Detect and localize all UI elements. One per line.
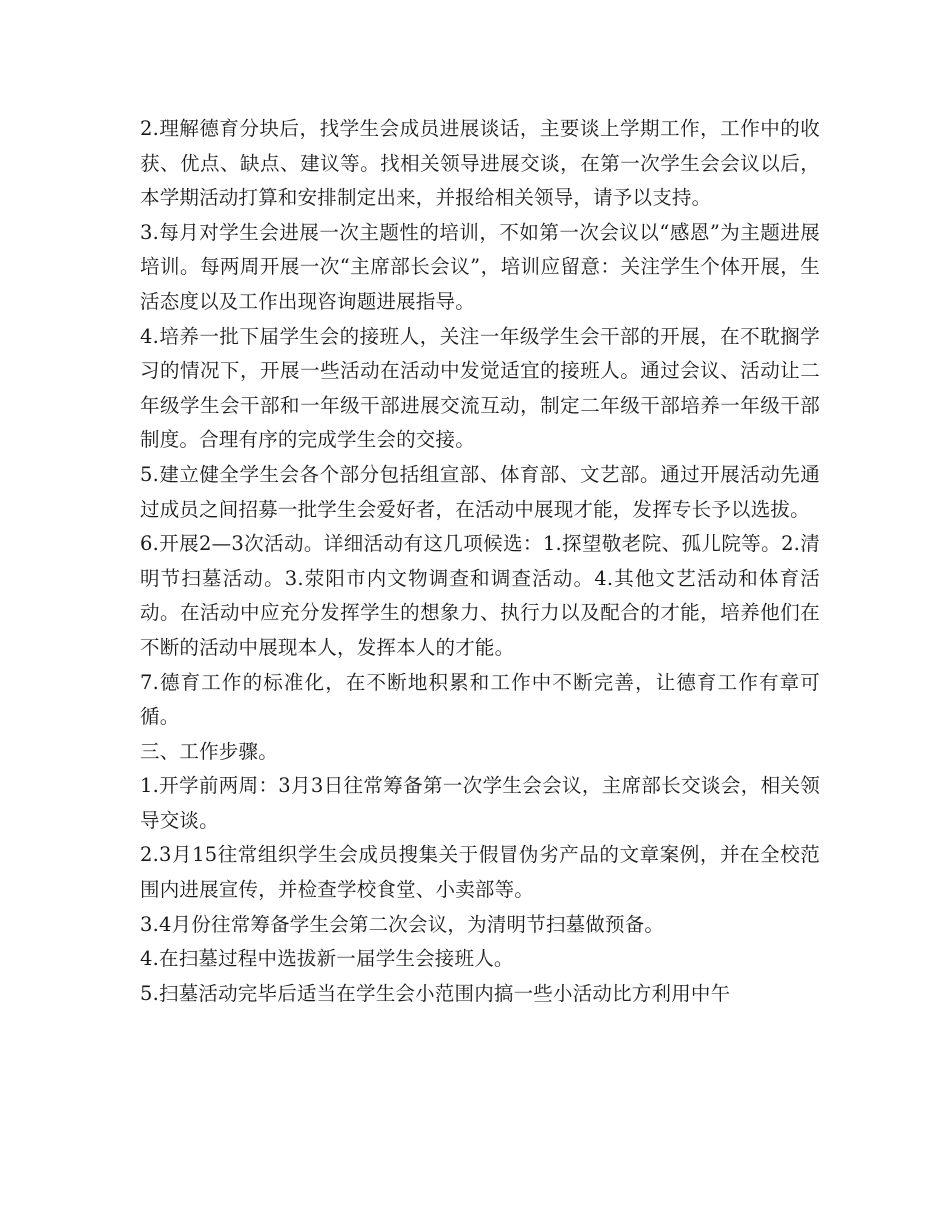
paragraph: 5.建立健全学生会各个部分包括组宣部、体育部、文艺部。通过开展活动先通过成员之间招募一批学生会爱好者，在活动中展现才能，发挥专长予以选拔。 <box>140 462 820 521</box>
paragraph: 2.理解德育分块后，找学生会成员进展谈话，主要谈上学期工作，工作中的收获、优点、缺点、建议等。找相关领导进展交谈，在第一次学生会会议以后，本学期活动打算和安排制定出来，并报给相关领导，请予以支持。 <box>140 117 820 210</box>
paragraph: 1.开学前两周：3月3日往常筹备第一次学生会会议，主席部长交谈会，相关领导交谈。 <box>140 774 820 832</box>
paragraph: 3.每月对学生会进展一次主题性的培训，不如第一次会议以“感恩”为主题进展培训。每两周开展一次“主席部长会议”，培训应留意：关注学生个体开展，生活态度以及工作出现咨询题进展指导。 <box>140 220 820 313</box>
paragraph: 3.4月份往常筹备学生会第二次会议，为清明节扫墓做预备。 <box>140 912 665 936</box>
paragraph: 2.3月15往常组织学生会成员搜集关于假冒伪劣产品的文章案例，并在全校范围内进展宣传，并检查学校食堂、小卖部等。 <box>140 843 820 902</box>
paragraph: 4.培养一批下届学生会的接班人，关注一年级学生会干部的开展，在不耽搁学习的情况下，开展一些活动在活动中发觉适宜的接班人。通过会议、活动让二年级学生会干部和一年级干部进展交流互动，制定二年级干部培养一年级干部制度。合理有序的完成学生会的交接。 <box>140 324 820 452</box>
document-body <box>140 112 820 1011</box>
paragraph: 6.开展2—3次活动。详细活动有这几项候选：1.探望敬老院、孤儿院等。2.清明节扫墓活动。3.荥阳市内文物调查和调查活动。4.其他文艺活动和体育活动。在活动中应充分发挥学生的想象力、执行力以及配合的才能，培养他们在不断的活动中展现本人，发挥本人的才能。 <box>140 532 820 659</box>
paragraph: 7.德育工作的标准化，在不断地积累和工作中不断完善，让德育工作有章可循。 <box>140 670 820 729</box>
paragraph: 4.在扫墓过程中选拔新一届学生会接班人。 <box>140 947 514 971</box>
paragraph: 5.扫墓活动完毕后适当在学生会小范围内搞一些小活动比方利用中午 <box>140 981 731 1005</box>
section-heading: 三、工作步骤。 <box>140 739 278 763</box>
